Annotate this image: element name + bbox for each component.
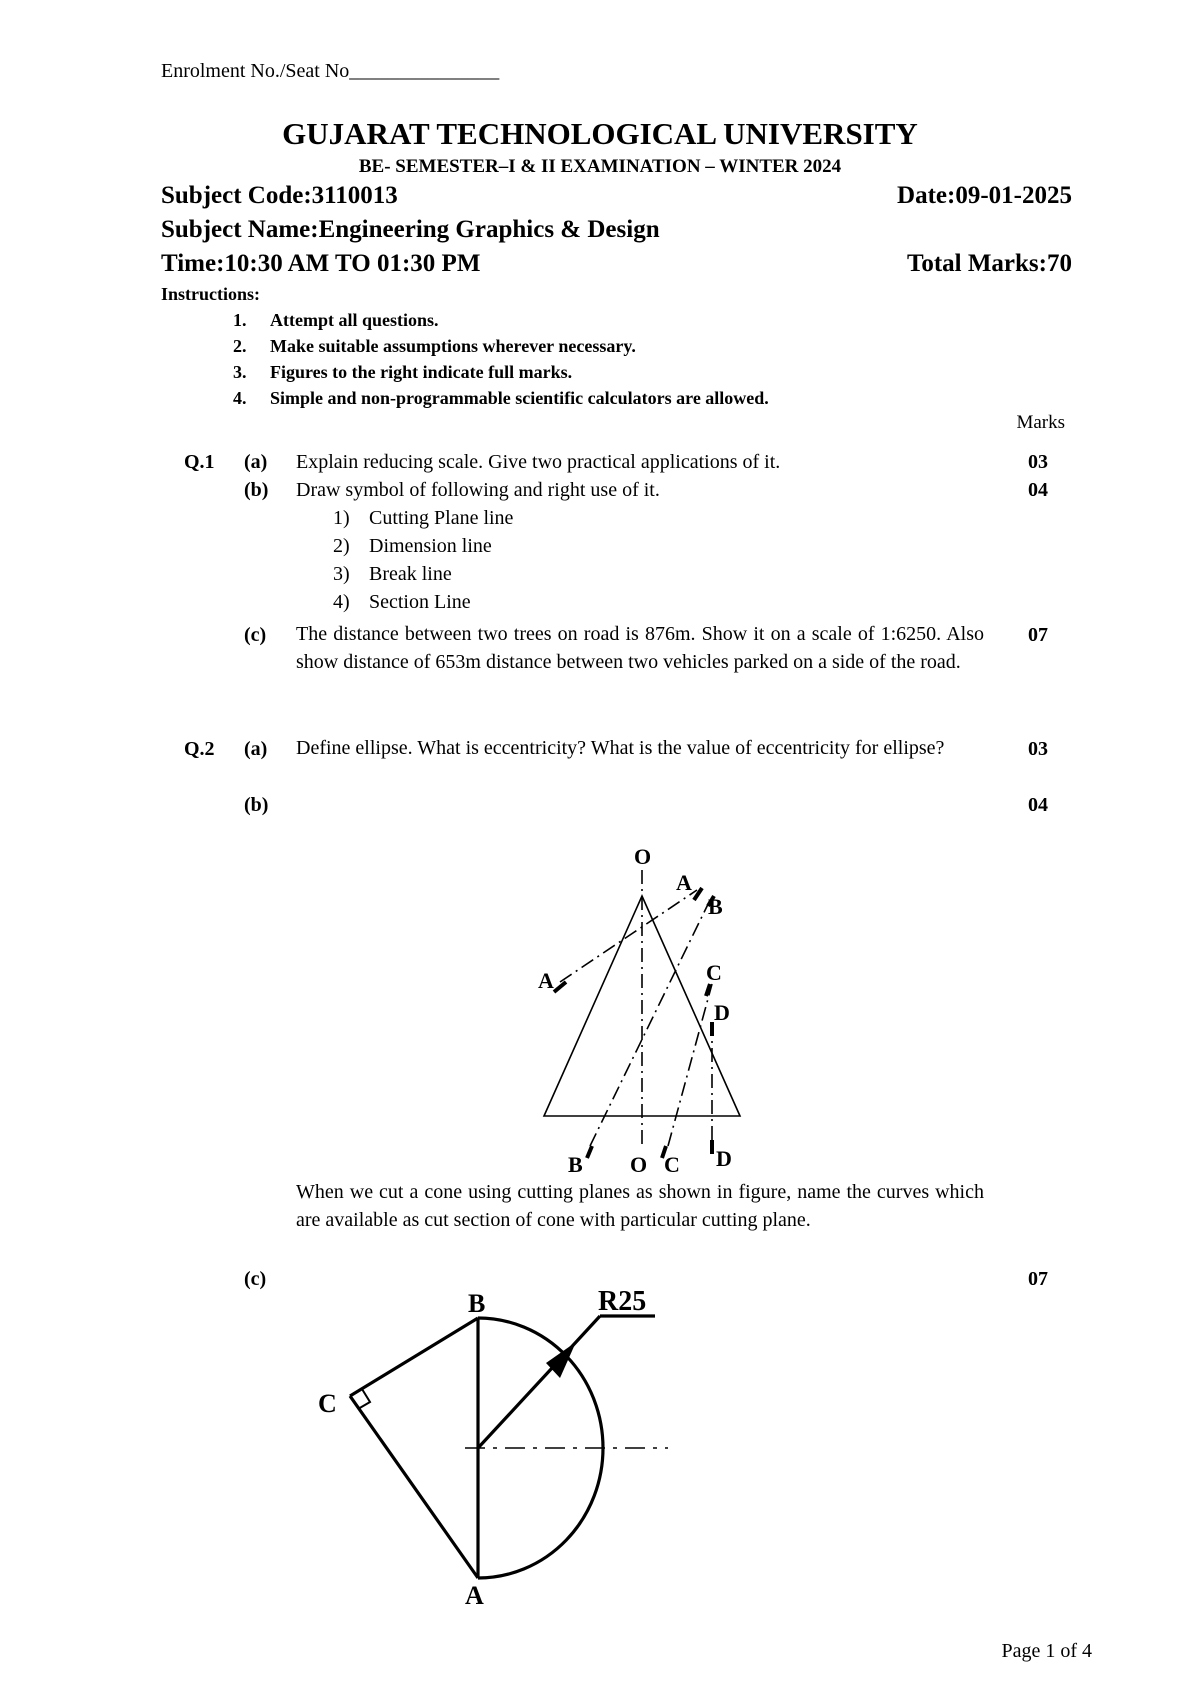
instruction-item: 2. Make suitable assumptions wherever necessary. — [233, 336, 636, 356]
question-marks: 07 — [1028, 1268, 1048, 1290]
subject-code: Subject Code:3110013 — [161, 182, 398, 209]
subject-name: Subject Name:Engineering Graphics & Design — [161, 216, 660, 243]
sub-item: 4) Section Line — [333, 591, 471, 613]
instruction-item: 1. Attempt all questions. — [233, 310, 439, 330]
line-bc — [350, 1318, 478, 1396]
plane-end-mark — [554, 982, 566, 992]
radius-label: R25 — [598, 1286, 647, 1317]
label-c: C — [664, 1152, 680, 1177]
exam-date: Date:09-01-2025 — [897, 182, 1072, 209]
label-b: B — [468, 1289, 486, 1318]
question-part-label: (b) — [244, 479, 269, 501]
label-o: O — [630, 1152, 648, 1177]
cutting-plane-cc — [668, 984, 712, 1146]
label-a: A — [465, 1581, 484, 1610]
university-title: GUJARAT TECHNOLOGICAL UNIVERSITY — [282, 116, 918, 151]
question-number: Q.2 — [184, 738, 215, 760]
total-marks: Total Marks:70 — [906, 250, 1072, 277]
question-part-label: (c) — [244, 1268, 267, 1290]
question-marks: 07 — [1028, 624, 1048, 646]
question-marks: 04 — [1028, 479, 1048, 501]
cutting-plane-aa — [560, 890, 697, 982]
label-a: A — [676, 870, 692, 895]
question-marks: 03 — [1028, 451, 1048, 473]
sub-item: 1) Cutting Plane line — [333, 507, 514, 529]
label-b: B — [708, 894, 723, 919]
marks-column-heading: Marks — [1016, 412, 1065, 433]
question-number: Q.1 — [184, 451, 215, 473]
sub-item: 3) Break line — [333, 563, 452, 585]
sub-item: 2) Dimension line — [333, 535, 492, 557]
enrolment-seat-no: Enrolment No./Seat No_______________ — [161, 60, 500, 82]
label-a: A — [538, 968, 554, 993]
question-text: When we cut a cone using cutting planes as shown in figure, name the curves which are available as cut section of cone with particular cutting plane. — [296, 1181, 984, 1231]
label-d: D — [714, 1000, 730, 1025]
question-text: Define ellipse. What is eccentricity? What is the value of eccentricity for ellipse? — [296, 737, 945, 759]
label-c: C — [318, 1389, 337, 1418]
line-ca — [350, 1396, 478, 1578]
label-c: C — [706, 960, 722, 985]
label-b: B — [568, 1152, 583, 1177]
exam-time: Time:10:30 AM TO 01:30 PM — [161, 250, 481, 277]
question-part-label: (a) — [244, 451, 268, 473]
label-d: D — [716, 1146, 732, 1171]
question-part-label: (c) — [244, 624, 267, 646]
cutting-plane-bb — [590, 896, 712, 1146]
question-text: Draw symbol of following and right use of it. — [296, 479, 660, 501]
question-part-label: (a) — [244, 738, 268, 760]
exam-title: BE- SEMESTER–I & II EXAMINATION – WINTER 2024 — [358, 156, 842, 177]
plane-end-mark — [694, 888, 702, 900]
plane-end-mark — [587, 1146, 592, 1158]
right-angle-mark — [358, 1389, 370, 1409]
question-marks: 04 — [1028, 794, 1048, 816]
instruction-item: 4. Simple and non-programmable scientific calculators are allowed. — [233, 388, 769, 408]
question-text: Explain reducing scale. Give two practical applications of it. — [296, 451, 781, 473]
instruction-item: 3. Figures to the right indicate full marks. — [233, 362, 573, 382]
page-number: Page 1 of 4 — [1001, 1640, 1092, 1662]
label-o: O — [634, 844, 652, 869]
semicircle-tangent-figure — [350, 1316, 668, 1578]
instructions-title: Instructions: — [161, 284, 261, 304]
question-marks: 03 — [1028, 738, 1048, 760]
question-text: The distance between two trees on road is 876m. Show it on a scale of 1:6250. Also show distance of 653m distance between two vehicles parked on a side of the road. — [296, 623, 984, 673]
question-part-label: (b) — [244, 794, 269, 816]
